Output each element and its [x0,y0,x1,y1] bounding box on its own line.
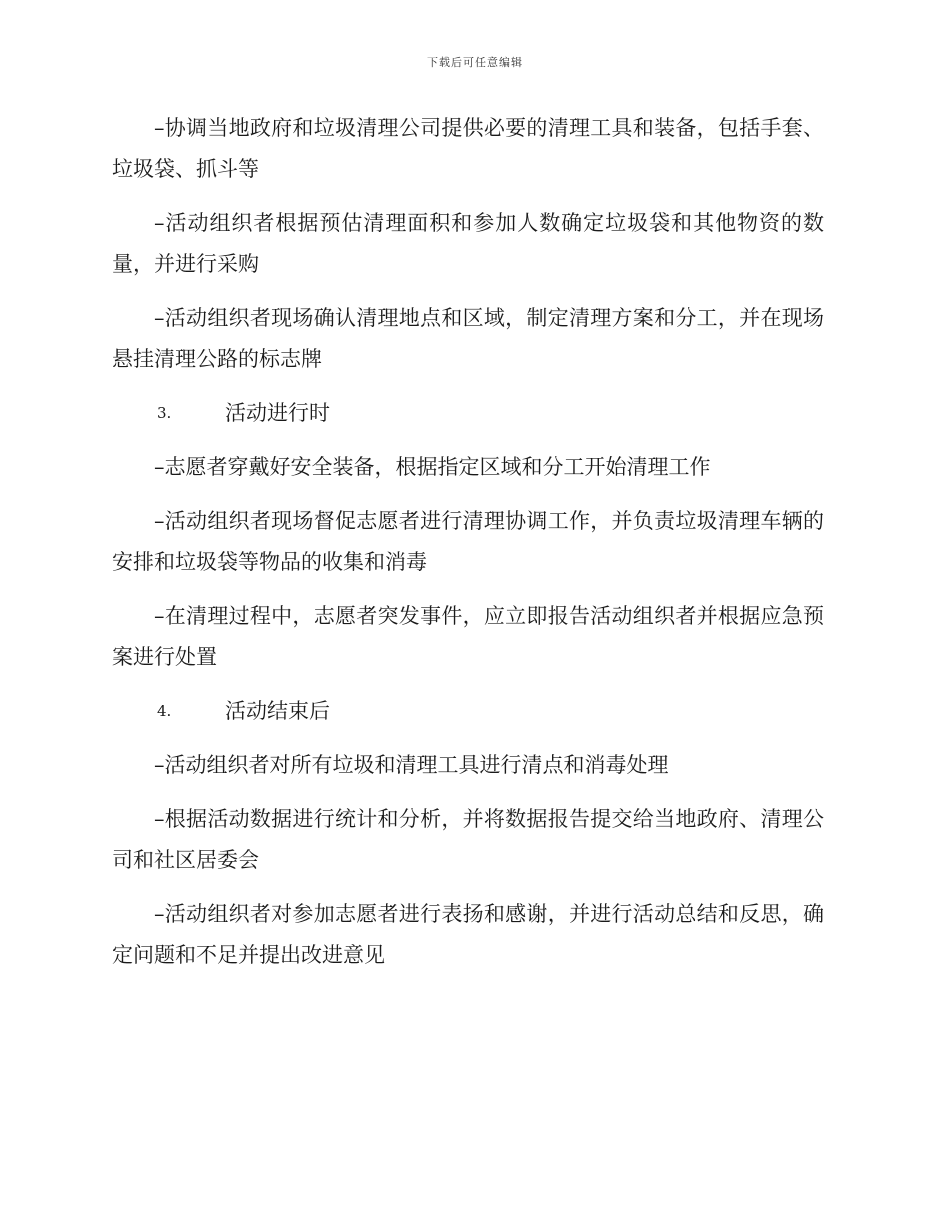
paragraph: –志愿者穿戴好安全装备，根据指定区域和分工开始清理工作 [154,455,711,479]
paragraph: –活动组织者根据预估清理面积和参加人数确定垃圾袋和其他物资的数量，并进行采购 [112,211,824,276]
section-heading [112,691,824,732]
document-body [112,108,824,989]
section-heading [112,393,824,434]
section-title: 活动进行时 [225,401,330,425]
page-header: 下载后可任意编辑 [427,56,523,69]
paragraph: –活动组织者对参加志愿者进行表扬和感谢，并进行活动总结和反思，确定问题和不足并提出改进意见 [112,902,824,967]
paragraph: –活动组织者现场督促志愿者进行清理协调工作，并负责垃圾清理车辆的安排和垃圾袋等物品的收集和消毒 [112,509,824,574]
paragraph: –根据活动数据进行统计和分析，并将数据报告提交给当地政府、清理公司和社区居委会 [112,807,824,872]
section-title: 活动结束后 [225,699,330,723]
section-number: 3. [157,404,172,422]
paragraph: –协调当地政府和垃圾清理公司提供必要的清理工具和装备，包括手套、垃圾袋、抓斗等 [112,116,824,181]
paragraph: –活动组织者现场确认清理地点和区域，制定清理方案和分工，并在现场悬挂清理公路的标志牌 [112,306,824,371]
section-number: 4. [157,702,172,720]
paragraph: –在清理过程中，志愿者突发事件，应立即报告活动组织者并根据应急预案进行处置 [112,604,824,669]
paragraph: –活动组织者对所有垃圾和清理工具进行清点和消毒处理 [154,753,669,777]
